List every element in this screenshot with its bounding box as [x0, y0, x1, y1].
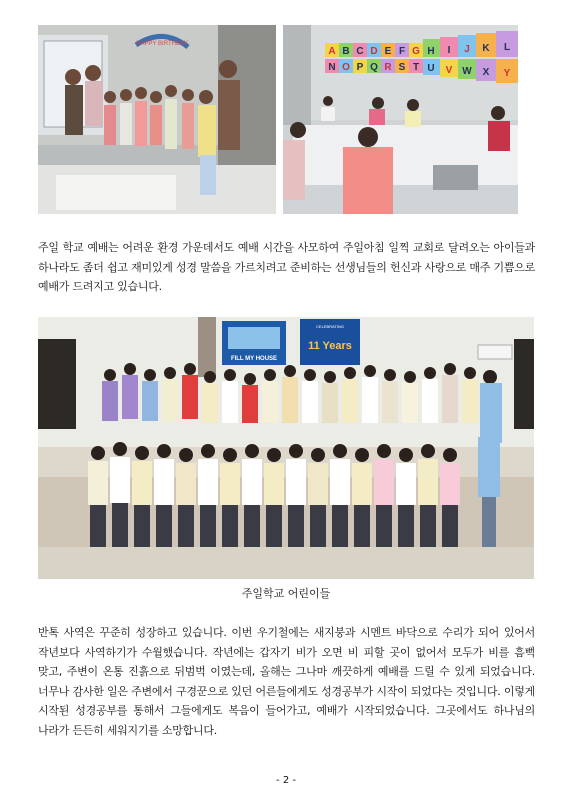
alpha-j: J: [464, 44, 470, 55]
alpha-q: Q: [370, 62, 378, 73]
banner-11-years: 11 Years: [308, 340, 352, 352]
banner-celebrating: CELEBRATING: [316, 324, 344, 329]
birthday-banner-text: HAPPY BIRTHDAY: [136, 41, 188, 47]
alpha-u: U: [427, 63, 435, 74]
page-number: - 2 -: [276, 775, 296, 786]
alpha-d: D: [370, 46, 378, 57]
alpha-t: T: [412, 62, 420, 73]
paragraph-bantok-ministry: 반톡 사역은 꾸준히 성장하고 있습니다. 이번 우기철에는 새지붕과 시멘트 바닥으로 수리가 되어 있어서 작년보다 사역하기가 수월했습니다. 작년에는 갑자기 비가 오면 비 피할 곳이 없어서 모두가 비를 흠뻑 맞고, 주변이 온통 진흙으로 뒤범벅 이였는데, 올해는 그나마 깨끗하게 예배를 드릴 수 있게 되었습니다. 너무나 감사한 일은 주변에서 구경꾼으로 있던 어른들에게도 성경공부가 시작이 되었다는 것입니다. 이렇게 시작된 성경공부를 통해서 그들에게도 복음이 들어가고, 예배가 시작되었습니다. 그곳에서도 하나님의 나라가 든든히 세워지기를 소망합니다.: [38, 626, 535, 737]
alpha-w: W: [462, 66, 472, 77]
alpha-g: G: [412, 46, 420, 57]
alpha-h: H: [427, 46, 435, 57]
photo-children-classroom: [38, 25, 276, 214]
alpha-a: A: [328, 46, 336, 57]
alpha-n: N: [328, 62, 336, 73]
alpha-k: K: [482, 43, 490, 54]
banner-fill-my-house: FILL MY HOUSE: [230, 356, 278, 362]
photo-classroom-study: [283, 25, 518, 214]
paragraph-sunday-school: 주일 학교 예배는 어려운 환경 가운데서도 예배 시간을 사모하여 주일아침 일찍 교회로 달려오는 아이들과 하나라도 좀더 쉽고 재미있게 성경 말씀을 가르치려고 준비하는 선생님들의 헌신과 사랑으로 매주 기쁨으로 예배가 드려지고 있습니다.: [38, 241, 535, 294]
alpha-l: L: [503, 42, 511, 53]
alpha-e: E: [384, 46, 392, 57]
alpha-s: S: [398, 62, 406, 73]
alpha-i: I: [447, 45, 451, 56]
alpha-c: C: [356, 46, 364, 57]
alpha-x: X: [482, 67, 490, 78]
photo-group-children: [38, 317, 534, 579]
alpha-y: Y: [503, 68, 511, 79]
alpha-p: P: [356, 62, 364, 73]
alpha-r: R: [384, 62, 392, 73]
alpha-b: B: [342, 46, 350, 57]
group-photo-caption: 주일학교 어린이들: [241, 587, 331, 600]
alpha-o: O: [342, 62, 350, 73]
alpha-f: F: [398, 46, 406, 57]
alpha-v: V: [445, 65, 453, 76]
